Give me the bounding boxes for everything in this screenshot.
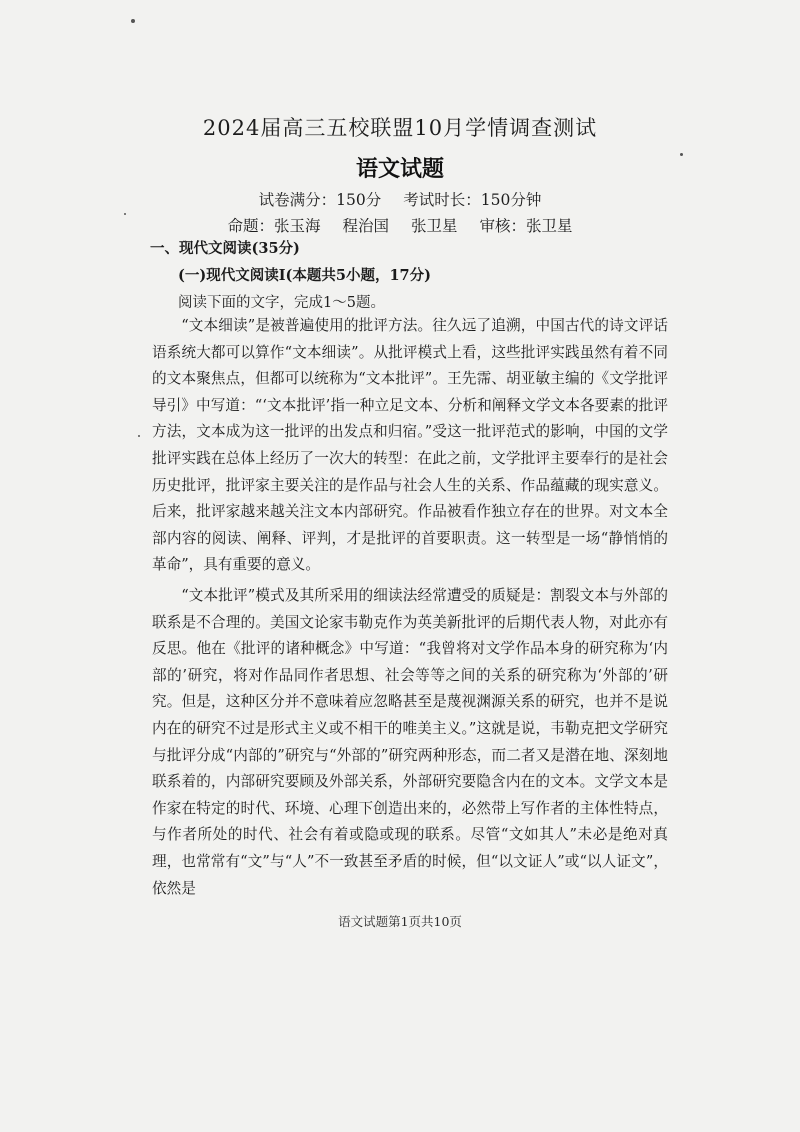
- section-heading: 一、现代文阅读(35分): [150, 240, 300, 257]
- exam-meta-score-time: [0, 188, 800, 210]
- passage-paragraph-2: “文本批评”模式及其所采用的细读法经常遭受的质疑是：割裂文本与外部的联系是不合理的。美国文论家韦勒克作为英美新批评的后期代表人物，对此亦有反思。他在《批评的诸种概念》中写道：“我曾将对文学作品本身的研究称为‘内部的’研究，将对作品同作者思想、社会等等之间的关系的研究称为‘外部的’研究。但是，这种区分并不意味着应忽略甚至是蔑视渊源关系的研究，也并不是说内在的研究不过是形式主义或不相干的唯美主义。”这就是说，韦勒克把文学研究与批评分成“内部的”研究与“外部的”研究两种形态，而二者又是潜在地、深刻地联系着的，内部研究要顾及外部关系，外部研究要隐含内在的文本。文学文本是作家在特定的时代、环境、心理下创造出来的，必然带上写作者的主体性特点，与作者所处的时代、社会有着或隐或现的联系。尽管“文如其人”未必是绝对真理，也常常有“文”与“人”不一致甚至矛盾的时候，但“以文证人”或“以人证文”，依然是: [152, 587, 668, 897]
- time-label: 考试时长：150分钟: [403, 191, 542, 209]
- exam-meta-authors: [0, 214, 800, 236]
- passage-paragraph-1: “文本细读”是被普遍使用的批评方法。往久远了追溯，中国古代的诗文评话语系统大都可以算作“文本细读”。从批评模式上看，这些批评实践虽然有着不同的文本聚焦点，但都可以统称为“文本批评”。王先霈、胡亚敏主编的《文学批评导引》中写道：“‘文本批评’指一种立足文本、分析和阐释文学文本各要素的批评方法，文本成为这一批评的出发点和归宿。”受这一批评范式的影响，中国的文学批评实践在总体上经历了一次大的转型：在此之前，文学批评主要奉行的是社会历史批评，批评家主要关注的是作品与社会人生的关系、作品蕴藏的现实意义。后来，批评家越来越关注文本内部研究。作品被看作独立存在的世界。对文本全部内容的阅读、阐释、评判，才是批评的首要职责。这一转型是一场“静悄悄的革命”，具有重要的意义。: [152, 317, 668, 574]
- page-footer: 语文试题第1页共10页: [338, 914, 462, 929]
- scan-speck: [124, 213, 126, 215]
- reviewer-label: 审核：张卫星: [479, 217, 573, 235]
- setter-3: 张卫星: [411, 217, 458, 235]
- reading-instruction: 阅读下面的文字，完成1～5题。: [178, 295, 385, 311]
- scan-speck: [138, 435, 140, 437]
- setters-label: 命题：张玉海: [227, 217, 321, 235]
- exam-title: 2024届高三五校联盟10月学情调查测试: [202, 116, 598, 140]
- subject-title: 语文试题: [355, 156, 444, 182]
- sub-section-heading: (一)现代文阅读Ⅰ(本题共5小题，17分): [178, 267, 431, 284]
- score-label: 试卷满分：150分: [258, 191, 382, 209]
- setter-2: 程治国: [342, 217, 389, 235]
- scan-speck: [131, 19, 135, 23]
- scan-speck: [680, 153, 683, 156]
